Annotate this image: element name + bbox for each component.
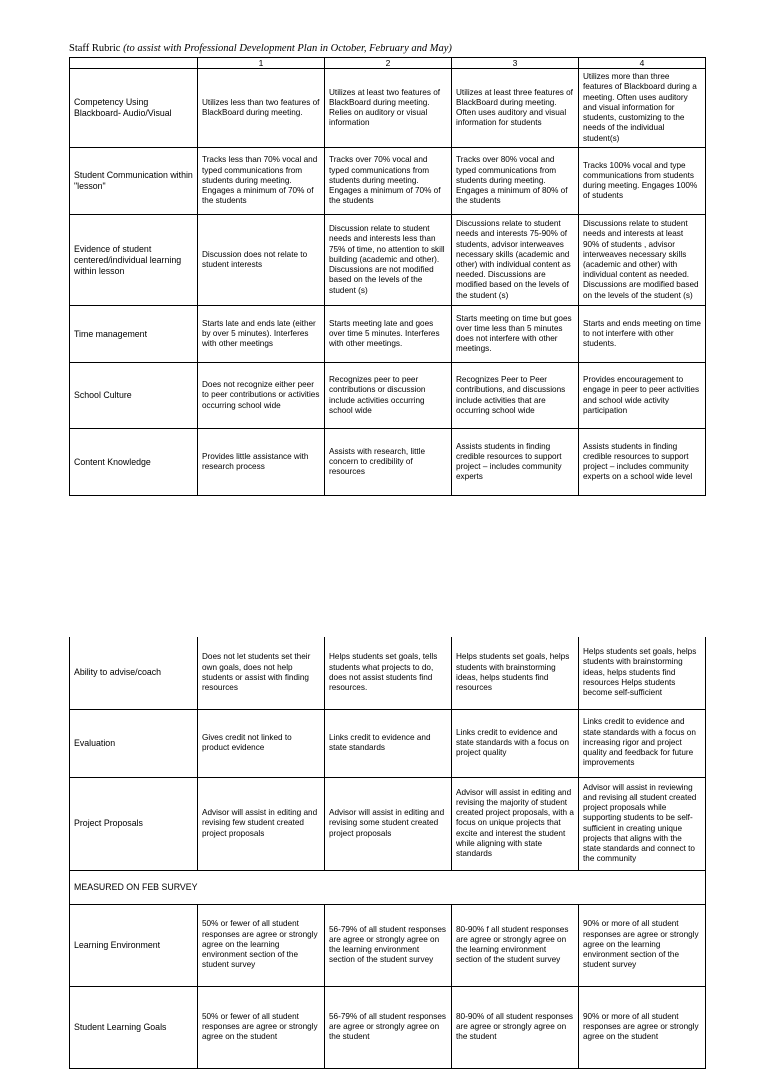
rubric-body-part1 bbox=[70, 69, 706, 496]
rubric-row bbox=[70, 69, 706, 148]
rubric-title bbox=[69, 43, 452, 54]
section-heading-row bbox=[70, 870, 706, 904]
level-2-descriptor: Assists with research, little concern to credibility of resources bbox=[325, 429, 452, 496]
title-subtitle: (to assist with Professional Development Plan in October, February and May) bbox=[123, 43, 452, 54]
level-header-row bbox=[70, 58, 706, 69]
level-3-descriptor: Recognizes Peer to Peer contributions, and discussions include activities that are occurring school wide bbox=[452, 363, 579, 429]
criterion-label: Evaluation bbox=[70, 709, 198, 777]
level-1-descriptor: Starts late and ends late (either by over 5 minutes). Interferes with other meetings bbox=[198, 306, 325, 363]
level-4-descriptor: Discussions relate to student needs and interests at least 90% of students , advisor interweaves necessary skills (academic and other) with individual content as needed. Discussions are modified based on the levels of the student (s) bbox=[579, 215, 706, 306]
level-2-descriptor: Helps students set goals, tells students what projects to do, does not assist students find resources. bbox=[325, 637, 452, 709]
rubric-row bbox=[70, 429, 706, 496]
rubric-row bbox=[70, 986, 706, 1068]
level-3-descriptor: Links credit to evidence and state standards with a focus on project quality bbox=[452, 709, 579, 777]
rubric-row bbox=[70, 904, 706, 986]
level-4-descriptor: Utilizes more than three features of Blackboard during a meeting. Often uses auditory and visual information for students, customizing to the needs of the individual student(s) bbox=[579, 69, 706, 148]
level-3-descriptor: Advisor will assist in editing and revising the majority of student created project proposals, with a focus on unique projects that excite and interest the student while aligning with state standards bbox=[452, 777, 579, 870]
level-3-descriptor: Assists students in finding credible resources to support project – includes community experts bbox=[452, 429, 579, 496]
rubric-row bbox=[70, 709, 706, 777]
criterion-label: Student Communication within "lesson" bbox=[70, 148, 198, 215]
title-prefix: Staff Rubric bbox=[69, 43, 124, 54]
level-4-header: 4 bbox=[579, 58, 706, 69]
criterion-label: Ability to advise/coach bbox=[70, 637, 198, 709]
criterion-label: Project Proposals bbox=[70, 777, 198, 870]
level-1-descriptor: Gives credit not linked to product evidence bbox=[198, 709, 325, 777]
rubric-row bbox=[70, 148, 706, 215]
level-1-descriptor: Provides little assistance with research process bbox=[198, 429, 325, 496]
criterion-label: Learning Environment bbox=[70, 904, 198, 986]
criterion-label: Student Learning Goals bbox=[70, 986, 198, 1068]
rubric-table-part2 bbox=[69, 637, 706, 1069]
level-3-descriptor: Starts meeting on time but goes over time less than 5 minutes does not interfere with other meetings. bbox=[452, 306, 579, 363]
criterion-label: Evidence of student centered/individual learning within lesson bbox=[70, 215, 198, 306]
rubric-row bbox=[70, 306, 706, 363]
level-2-descriptor: Advisor will assist in editing and revising some student created project proposals bbox=[325, 777, 452, 870]
criterion-label: School Culture bbox=[70, 363, 198, 429]
level-3-descriptor: Helps students set goals, helps students with brainstorming ideas, helps students find resources bbox=[452, 637, 579, 709]
level-1-descriptor: Advisor will assist in editing and revising few student created project proposals bbox=[198, 777, 325, 870]
rubric-table-part1 bbox=[69, 57, 706, 496]
level-3-descriptor: 80-90% f all student responses are agree or strongly agree on the learning environment section of the student survey bbox=[452, 904, 579, 986]
level-2-descriptor: Recognizes peer to peer contributions or discussion include activities occurring school wide bbox=[325, 363, 452, 429]
level-4-descriptor: 90% or more of all student responses are agree or strongly agree on the student bbox=[579, 986, 706, 1068]
rubric-row bbox=[70, 777, 706, 870]
level-4-descriptor: Provides encouragement to engage in peer to peer activities and school wide activity participation bbox=[579, 363, 706, 429]
level-2-descriptor: Utilizes at least two features of BlackBoard during meeting. Relies on auditory or visual information bbox=[325, 69, 452, 148]
level-4-descriptor: Links credit to evidence and state standards with a focus on increasing rigor and project quality and feedback for future improvements bbox=[579, 709, 706, 777]
level-4-descriptor: Helps students set goals, helps students with brainstorming ideas, helps students find resources Helps students become self-sufficient bbox=[579, 637, 706, 709]
level-3-descriptor: Tracks over 80% vocal and typed communications from students during meeting. Engages a minimum of 80% of the students bbox=[452, 148, 579, 215]
level-2-descriptor: Links credit to evidence and state standards bbox=[325, 709, 452, 777]
level-1-descriptor: Does not recognize either peer to peer contributions or activities occurring school wide bbox=[198, 363, 325, 429]
level-3-descriptor: Utilizes at least three features of BlackBoard during meeting. Often uses auditory and visual information for students bbox=[452, 69, 579, 148]
criterion-label: Time management bbox=[70, 306, 198, 363]
section-heading: MEASURED ON FEB SURVEY bbox=[70, 870, 706, 904]
level-2-descriptor: Tracks over 70% vocal and typed communications from students during meeting. Engages a minimum of 70% of the students bbox=[325, 148, 452, 215]
criterion-label: Content Knowledge bbox=[70, 429, 198, 496]
rubric-row bbox=[70, 363, 706, 429]
level-4-descriptor: 90% or more of all student responses are agree or strongly agree on the learning environment section of the student survey bbox=[579, 904, 706, 986]
level-2-descriptor: 56-79% of all student responses are agree or strongly agree on the learning environment section of the student survey bbox=[325, 904, 452, 986]
header-blank bbox=[70, 58, 198, 69]
level-2-descriptor: 56-79% of all student responses are agree or strongly agree on the student bbox=[325, 986, 452, 1068]
level-3-descriptor: Discussions relate to student needs and interests 75-90% of students, advisor interweaves necessary skills (academic and other) with individual content as needed. Discussions are modified based on the levels of the student (s) bbox=[452, 215, 579, 306]
level-2-descriptor: Discussion relate to student needs and interests less than 75% of time, no attention to skill building (academic and other). Discussions are not modified based on the levels of the student (s) bbox=[325, 215, 452, 306]
level-1-descriptor: 50% or fewer of all student responses are agree or strongly agree on the student bbox=[198, 986, 325, 1068]
level-1-descriptor: Tracks less than 70% vocal and typed communications from students during meeting. Engages a minimum of 70% of the students bbox=[198, 148, 325, 215]
level-3-header: 3 bbox=[452, 58, 579, 69]
criterion-label: Competency Using Blackboard- Audio/Visual bbox=[70, 69, 198, 148]
level-1-descriptor: Does not let students set their own goals, does not help students or assist with finding resources bbox=[198, 637, 325, 709]
level-3-descriptor: 80-90% of all student responses are agree or strongly agree on the student bbox=[452, 986, 579, 1068]
rubric-body-part2 bbox=[70, 637, 706, 1068]
level-2-descriptor: Starts meeting late and goes over time 5 minutes. Interferes with other meetings. bbox=[325, 306, 452, 363]
level-4-descriptor: Tracks 100% vocal and type communications from students during meeting. Engages 100% of students bbox=[579, 148, 706, 215]
rubric-row bbox=[70, 637, 706, 709]
level-4-descriptor: Advisor will assist in reviewing and revising all student created project proposals while supporting students to be self-sufficient in creating unique projects that aligns with the state standards and connect to the community bbox=[579, 777, 706, 870]
level-1-descriptor: 50% or fewer of all student responses are agree or strongly agree on the learning environment section of the student survey bbox=[198, 904, 325, 986]
level-1-descriptor: Utilizes less than two features of BlackBoard during meeting. bbox=[198, 69, 325, 148]
level-1-descriptor: Discussion does not relate to student interests bbox=[198, 215, 325, 306]
level-1-header: 1 bbox=[198, 58, 325, 69]
level-4-descriptor: Assists students in finding credible resources to support project – includes community experts on a school wide level bbox=[579, 429, 706, 496]
level-4-descriptor: Starts and ends meeting on time to not interfere with other students. bbox=[579, 306, 706, 363]
level-2-header: 2 bbox=[325, 58, 452, 69]
rubric-row bbox=[70, 215, 706, 306]
